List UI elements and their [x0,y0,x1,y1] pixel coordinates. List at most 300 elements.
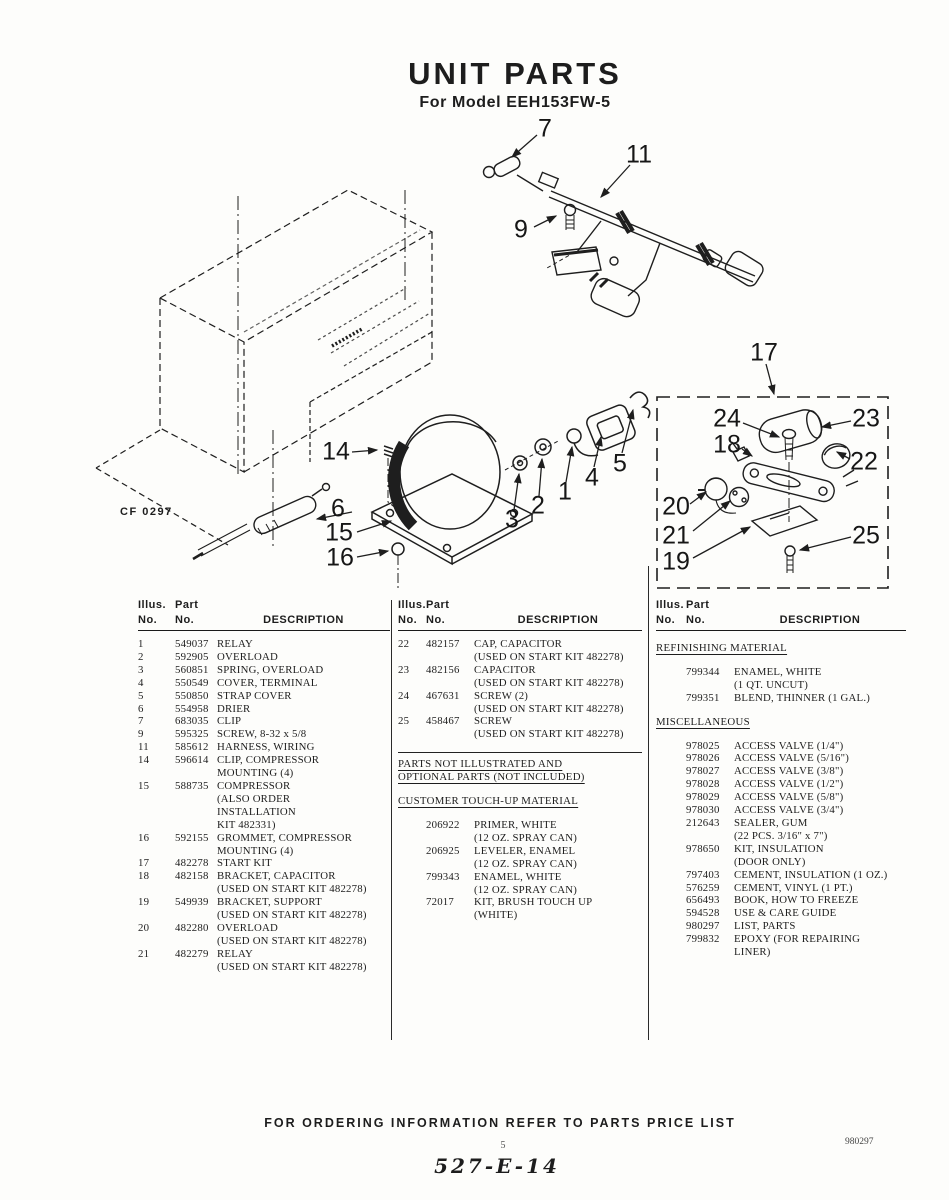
illus-no: 21 [138,947,150,960]
compressor-drawing [372,392,650,590]
part-row-line [398,871,642,884]
part-no [175,883,217,896]
illus-no: 4 [138,676,144,689]
part-description: (USED ON START KIT 482278) [217,960,367,973]
part-no [426,677,474,690]
part-description: SCREW [474,715,513,728]
column-header-label: Illus. [656,599,685,611]
part-no: 595325 [175,728,209,741]
part-description: KIT, BRUSH TOUCH UP [474,896,593,909]
column-header-label: Part [686,599,710,611]
part-no: 978026 [686,752,720,765]
part-description: (ALSO ORDER [217,792,291,805]
part-description: INSTALLATION [217,805,296,818]
illus-no [656,894,686,907]
part-no: 554958 [175,702,209,715]
illus-no [656,843,686,856]
part-row-line [398,664,642,677]
part-no [686,679,734,692]
part-no: 549939 [175,896,209,909]
part-no: 656493 [686,894,720,907]
part-row-line [138,728,390,741]
illus-no [138,909,175,922]
part-no: 980297 [686,920,720,933]
part-no: 550549 [175,676,209,689]
part-no: 549037 [175,638,209,650]
illus-no [656,740,686,753]
callout-11: 11 [626,140,652,169]
illus-no: 25 [398,715,410,728]
drier-drawing [193,484,330,560]
illus-no [656,869,686,882]
table-header [398,598,642,631]
part-description: COMPRESSOR [217,779,291,792]
part-row-line [138,857,390,870]
page-number: 5 [500,1140,506,1151]
column-header-label: DESCRIPTION [263,614,344,626]
part-row-line [138,780,390,793]
illus-no [398,858,426,871]
section-heading: OPTIONAL PARTS (NOT INCLUDED) [398,771,585,784]
illus-no [398,819,426,832]
part-no: 592155 [175,831,209,844]
illus-no [656,856,686,869]
part-description: BOOK, HOW TO FREEZE [734,894,859,907]
part-description: LEVELER, ENAMEL [474,844,576,857]
part-no: 592905 [175,650,209,663]
callout-2: 2 [531,491,545,520]
part-description: ACCESS VALVE (3/4") [734,804,844,817]
callout-25: 25 [852,521,880,550]
part-row-line [138,909,390,922]
part-row-line [138,845,390,858]
part-description: SEALER, GUM [734,816,808,829]
part-no: 585612 [175,741,209,754]
illus-no: 16 [138,831,150,844]
part-no: 978030 [686,804,720,817]
column-header-label [217,598,390,613]
illus-no: 14 [138,754,150,767]
part-no: 482279 [175,947,209,960]
illus-no [138,819,175,832]
part-row-line [398,832,642,845]
column-header-label: No. [175,614,195,626]
table-header [138,598,390,631]
part-row-line [138,870,390,883]
part-row-line [138,767,390,780]
part-row-line [656,692,906,705]
part-row-line [138,651,390,664]
illus-no [138,767,175,780]
column-header-label: Illus. [138,599,167,611]
part-description: PRIMER, WHITE [474,818,557,831]
part-row-line [138,703,390,716]
illus-no [656,933,686,946]
section-heading: MISCELLANEOUS [656,715,750,728]
illus-no [656,666,686,679]
part-row-line [398,884,642,897]
part-description: (USED ON START KIT 482278) [217,934,367,947]
part-row-line [138,935,390,948]
illus-no: 18 [138,870,150,883]
part-row-line [656,882,906,895]
part-row-line [138,832,390,845]
part-description: SCREW, 8-32 x 5/8 [217,728,307,741]
part-row-line [656,778,906,791]
part-description: HARNESS, WIRING [217,741,315,754]
part-row-line [656,946,906,959]
part-description: (12 OZ. SPRAY CAN) [474,883,577,896]
illus-no: 9 [138,728,144,741]
parts-entries-block [656,666,906,705]
callout-5: 5 [613,449,627,478]
column-header-label: Part [426,599,450,611]
part-no: 978025 [686,739,720,752]
part-row-line [138,754,390,767]
column-header-label: Illus. [398,599,427,611]
illus-no [138,961,175,974]
callout-22: 22 [850,447,878,476]
illus-no [398,728,426,741]
part-row-line [138,961,390,974]
part-no: 467631 [426,689,460,702]
illus-no [656,907,686,920]
part-row-line [138,793,390,806]
part-no: 978029 [686,791,720,804]
illus-no [656,791,686,804]
part-row-line [138,664,390,677]
header-rule [398,630,642,631]
parts-entries-block [138,638,390,974]
part-no [175,767,217,780]
part-row-line [138,896,390,909]
illus-no [656,804,686,817]
part-row-line [656,804,906,817]
section-heading-block [656,716,906,729]
part-description: (WHITE) [474,909,518,922]
part-row-line [398,909,642,922]
illus-no: 1 [138,638,144,650]
callout-20: 20 [662,492,690,521]
illus-no: 19 [138,896,150,909]
part-row-line [398,715,642,728]
part-no: 560851 [175,663,209,676]
parts-entries-block [656,740,906,959]
illus-no: 15 [138,779,150,792]
part-description: (DOOR ONLY) [734,855,806,868]
parts-entries-block [398,638,642,741]
illus-no [138,806,175,819]
part-row-line [656,752,906,765]
column-header-label: No. [398,614,418,626]
section-heading: REFINISHING MATERIAL [656,642,788,654]
part-row-line [138,677,390,690]
illus-no [656,692,686,705]
part-description: CLIP, COMPRESSOR [217,754,320,767]
part-no: 596614 [175,754,209,767]
handwritten-code: 527-E-14 [434,1154,560,1178]
part-description: OVERLOAD [217,921,278,934]
header-rule [138,630,390,631]
part-no: 978028 [686,778,720,791]
part-row-line [656,920,906,933]
column-divider [648,566,649,1040]
part-description: (USED ON START KIT 482278) [474,702,624,715]
part-no: 594528 [686,907,720,920]
column-header-label: No. [686,614,706,626]
part-row-line [656,765,906,778]
part-no [426,909,474,922]
part-row-line [138,819,390,832]
callout-1: 1 [558,477,572,506]
callout-18: 18 [713,430,741,459]
part-row-line [656,843,906,856]
part-no [426,703,474,716]
illus-no: 7 [138,715,144,728]
part-no [426,651,474,664]
part-description: MOUNTING (4) [217,767,294,780]
illus-no [656,830,686,843]
part-row-line [398,896,642,909]
part-row-line [138,690,390,703]
part-description: ACCESS VALVE (1/2") [734,778,844,791]
part-description: RELAY [217,638,253,650]
illus-no [398,871,426,884]
column-header-label: DESCRIPTION [517,614,599,626]
part-description: (22 PCS. 3/16" x 7") [734,829,828,842]
part-row-line [656,907,906,920]
part-row-line [656,869,906,882]
part-no [426,728,474,741]
part-row-line [656,894,906,907]
part-description: (12 OZ. SPRAY CAN) [474,857,577,870]
illus-no [398,832,426,845]
illus-no: 20 [138,921,150,934]
illus-no [398,677,426,690]
illus-no [138,845,175,858]
part-no: 978650 [686,842,720,855]
column-header-label [734,598,906,613]
part-row-line [656,933,906,946]
part-row-line [138,883,390,896]
illus-no [398,896,426,909]
ordering-note: FOR ORDERING INFORMATION REFER TO PARTS PRICE LIST [264,1116,736,1130]
part-description: ACCESS VALVE (5/8") [734,791,844,804]
part-description: BRACKET, CAPACITOR [217,870,336,883]
part-no [175,935,217,948]
part-row-line [656,666,906,679]
illus-no: 11 [138,741,149,754]
part-row-line [138,715,390,728]
part-description: LIST, PARTS [734,920,796,933]
part-no: 482157 [426,638,460,650]
part-no: 212643 [686,816,720,829]
part-row-line [656,791,906,804]
part-no: 550850 [175,689,209,702]
illus-no: 24 [398,689,410,702]
centerlines [238,190,405,547]
illus-no: 6 [138,702,144,715]
part-description: KIT 482331) [217,818,276,831]
illus-no [398,703,426,716]
part-row-line [398,845,642,858]
illus-no: 22 [398,638,410,650]
part-row-line [656,679,906,692]
illus-no [138,935,175,948]
part-row-line [656,856,906,869]
callout-23: 23 [852,404,880,433]
callout-16: 16 [326,543,354,572]
part-no [426,884,474,897]
part-no: 206922 [426,818,460,831]
illus-no [656,920,686,933]
callout-7: 7 [538,114,552,143]
part-row-line [138,948,390,961]
part-description: STRAP COVER [217,689,292,702]
illus-no [398,884,426,897]
illus-no [656,679,686,692]
part-description: (USED ON START KIT 482278) [217,883,367,896]
part-description: CAPACITOR [474,663,536,676]
part-no [686,856,734,869]
part-no: 576259 [686,881,720,894]
part-description: OVERLOAD [217,650,278,663]
illus-no [656,882,686,895]
part-row-line [398,703,642,716]
table-header [656,598,906,631]
part-no: 799344 [686,665,720,678]
part-row-line [138,741,390,754]
part-description: USE & CARE GUIDE [734,907,837,920]
part-row-line [138,638,390,651]
part-description: CEMENT, VINYL (1 PT.) [734,881,853,894]
part-description: CAP, CAPACITOR [474,638,563,650]
part-description: CLIP [217,715,242,728]
part-no: 206925 [426,844,460,857]
header-rule [656,630,906,631]
model-subtitle: For Model EEH153FW-5 [419,94,611,111]
part-row-line [656,830,906,843]
callout-14: 14 [322,437,350,466]
part-description: ACCESS VALVE (1/4") [734,739,844,752]
part-no [686,946,734,959]
illus-no [398,845,426,858]
cabinet-outline [96,190,432,545]
section-heading: PARTS NOT ILLUSTRATED AND [398,758,563,771]
part-row-line [398,858,642,871]
part-no: 72017 [426,896,454,909]
illus-no: 23 [398,663,410,676]
part-description: DRIER [217,702,251,715]
part-no: 799832 [686,933,720,946]
illus-no: 3 [138,663,144,676]
part-no [175,909,217,922]
parts-column-3 [656,598,906,959]
section-heading-block [398,795,642,808]
part-no [175,806,217,819]
part-description: (1 QT. UNCUT) [734,678,809,691]
part-no [175,845,217,858]
part-no [175,961,217,974]
form-number: 980297 [845,1137,874,1147]
part-description: COVER, TERMINAL [217,676,318,689]
part-description: BRACKET, SUPPORT [217,896,322,909]
callout-21: 21 [662,521,690,550]
part-row-line [398,651,642,664]
part-description: (USED ON START KIT 482278) [474,650,624,663]
part-description: LINER) [734,946,771,959]
part-description: MOUNTING (4) [217,844,294,857]
illus-no [656,946,686,959]
part-no: 482156 [426,663,460,676]
illus-no [656,765,686,778]
callout-9: 9 [514,215,528,244]
part-description: EPOXY (FOR REPAIRING [734,933,861,946]
part-description: RELAY [217,947,253,960]
part-no [175,793,217,806]
callout-4: 4 [585,463,599,492]
section-heading-block [656,642,906,655]
illus-no [656,752,686,765]
part-description: ENAMEL, WHITE [734,665,822,678]
column-header-label: DESCRIPTION [779,614,861,626]
illus-no: 5 [138,689,144,702]
part-no: 482280 [175,921,209,934]
part-description: ACCESS VALVE (5/16") [734,752,849,765]
illus-no [398,909,426,922]
part-description: SPRING, OVERLOAD [217,663,324,676]
callout-17: 17 [750,338,778,367]
callout-3: 3 [505,505,519,534]
part-no [426,858,474,871]
part-no: 458467 [426,715,460,728]
part-row-line [398,728,642,741]
part-no: 683035 [175,715,209,728]
page-title: UNIT PARTS [408,56,622,91]
parts-entries-block [398,819,642,922]
part-no [426,832,474,845]
illus-no [656,817,686,830]
column-header-label: Part [175,599,199,611]
part-no: 799351 [686,691,720,704]
callout-15: 15 [325,518,353,547]
figure-code: CF 0297 [120,506,173,518]
part-row-line [398,638,642,651]
part-description: BLEND, THINNER (1 GAL.) [734,691,871,704]
section-heading-block [398,752,642,784]
part-no [686,830,734,843]
callout-19: 19 [662,547,690,576]
part-description: SCREW (2) [474,689,529,702]
part-row-line [656,740,906,753]
illus-no [398,651,426,664]
part-no: 482278 [175,857,209,870]
part-description: (USED ON START KIT 482278) [217,909,367,922]
part-no [175,819,217,832]
parts-column-1 [138,598,390,974]
part-no: 799343 [426,870,460,883]
part-description: CEMENT, INSULATION (1 OZ.) [734,868,888,881]
column-header-label [474,598,642,613]
part-row-line [398,677,642,690]
callout-6: 6 [331,494,345,523]
part-no: 978027 [686,765,720,778]
part-description: ENAMEL, WHITE [474,870,562,883]
part-description: (USED ON START KIT 482278) [474,676,624,689]
part-row-line [138,922,390,935]
column-header-label: No. [656,614,676,626]
part-row-line [398,819,642,832]
